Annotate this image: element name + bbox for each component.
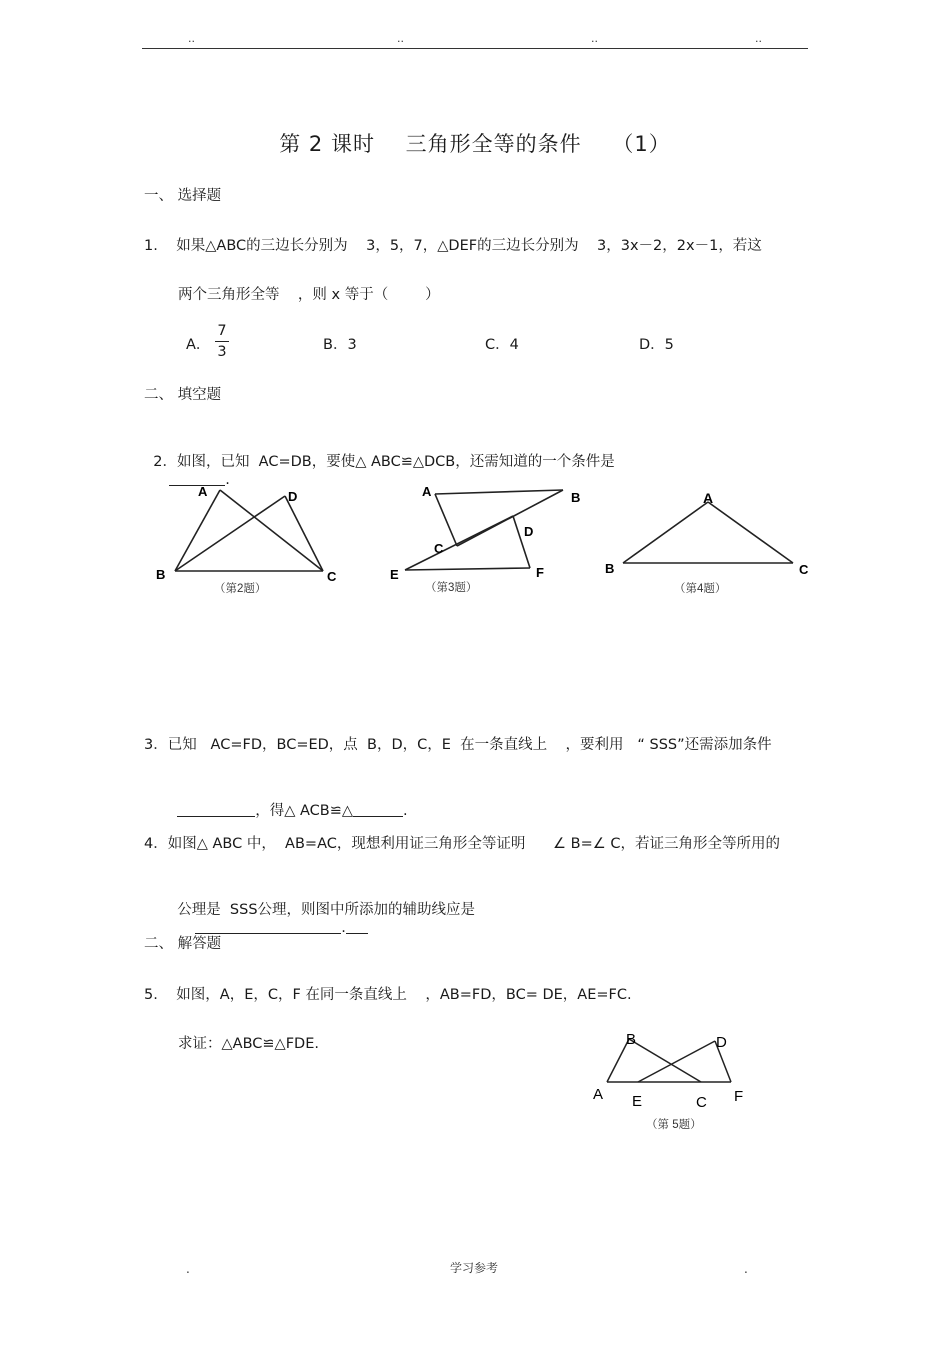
fig3-label-b: B xyxy=(571,490,581,505)
fig3-label-d: D xyxy=(524,524,534,539)
fig3-label-c: C xyxy=(434,541,444,556)
q4-line1: 4．如图△ ABC 中， AB=AC，现想利用证三角形全等证明 ∠ B=∠ C，若证三角形全等所用的 xyxy=(144,836,780,852)
header-dot: .. xyxy=(755,32,762,45)
q3-line1: 3．已知 AC=FD，BC=ED，点 B，D，C，E 在一条直线上 ，要利用 “ SSS”还需添加条件 xyxy=(144,737,772,753)
fig3-caption: （第3题） xyxy=(425,582,478,594)
fig2-label-d: D xyxy=(288,489,298,504)
q5-line1: 5. 如图，A，E，C，F 在同一条直线上 ，AB=FD，BC= DE，AE=FC. xyxy=(144,987,632,1003)
section-choice: 一、 选择题 xyxy=(144,188,222,204)
q4-line2 xyxy=(168,882,475,936)
figure-3 xyxy=(385,478,595,598)
fig5-label-e: E xyxy=(632,1093,643,1110)
fig3-label-a: A xyxy=(422,484,432,499)
segment-bc xyxy=(629,1039,701,1082)
footer-right: . xyxy=(744,1262,748,1276)
header-dot: .. xyxy=(591,32,598,45)
q4-trailing-rule xyxy=(346,919,368,934)
footer-left: . xyxy=(186,1262,190,1276)
q1-option-a-fraction xyxy=(215,322,229,361)
q4-question: 公理是 SSS公理，则图中所添加的辅助线应是 xyxy=(177,902,476,918)
footer-center: 学习参考 xyxy=(450,1261,499,1275)
q2-question: 2．如图，已知 AC=DB，要使△ ABC≌△DCB，还需知道的一个条件是 xyxy=(153,454,615,470)
fig3-label-f: F xyxy=(536,565,544,580)
section-solve: 二、 解答题 xyxy=(144,936,222,952)
fig5-label-a: A xyxy=(593,1086,604,1103)
q3-text-mid: ，得△ ACB≌△ xyxy=(255,803,354,819)
segment-ac xyxy=(435,494,457,546)
fig4-caption: （第4题） xyxy=(674,583,727,595)
q1-line1: 1. 如果△ABC的三边长分别为 3，5，7，△DEF的三边长分别为 3，3x－2，2x－1，若这 xyxy=(144,238,762,254)
header-dot: .. xyxy=(397,32,404,45)
q1-line2: 两个三角形全等 ，则 x 等于（ ） xyxy=(178,287,440,303)
fig5-label-f: F xyxy=(734,1088,744,1105)
fig2-label-b: B xyxy=(156,567,166,582)
page-title: 第 2 课时 三角形全等的条件 （1） xyxy=(279,132,671,156)
section-fill: 二、 填空题 xyxy=(144,387,222,403)
q2-period: . xyxy=(225,472,230,488)
q4-period: . xyxy=(341,920,346,936)
q1-option-c: C．4 xyxy=(485,337,519,353)
fig5-label-d: D xyxy=(716,1034,727,1051)
segment-ab xyxy=(623,502,708,563)
q1-option-b: B．3 xyxy=(323,337,357,353)
fraction-denominator: 3 xyxy=(217,344,227,360)
figure-2 xyxy=(150,478,350,598)
segment-ab xyxy=(175,490,220,571)
q1-option-d: D．5 xyxy=(639,337,674,353)
segment-ef xyxy=(405,568,530,570)
segment-ab xyxy=(435,490,563,494)
fig3-label-e: E xyxy=(390,567,399,582)
fig5-label-c: C xyxy=(696,1094,707,1111)
fig5-caption: （第 5题） xyxy=(646,1119,702,1131)
figure-5 xyxy=(588,1024,758,1139)
q3-line2 xyxy=(168,783,408,820)
header-dot: .. xyxy=(188,32,195,45)
segment-bd xyxy=(175,496,285,571)
fig2-label-c: C xyxy=(327,569,337,584)
q1-option-a-label: A． xyxy=(186,337,211,353)
fig5-label-b: B xyxy=(626,1031,637,1048)
fraction-numerator: 7 xyxy=(217,323,227,339)
fig4-label-a: A xyxy=(703,490,714,506)
fig4-label-c: C xyxy=(799,562,809,577)
fig4-label-b: B xyxy=(605,561,615,576)
figure-4 xyxy=(598,484,813,602)
q3-period: . xyxy=(403,803,408,819)
segment-cd xyxy=(285,496,323,571)
q3-triangle-blank[interactable] xyxy=(353,802,403,817)
header-rule xyxy=(142,48,808,49)
fraction-bar xyxy=(215,341,229,342)
segment-ed xyxy=(405,516,513,570)
q5-line2: 求证：△ABC≌△FDE. xyxy=(178,1036,319,1052)
fig2-label-a: A xyxy=(198,484,208,499)
fig2-caption: （第2题） xyxy=(214,583,267,595)
q3-condition-blank[interactable] xyxy=(177,802,255,817)
segment-ed xyxy=(638,1041,715,1082)
segment-ac xyxy=(708,502,793,563)
